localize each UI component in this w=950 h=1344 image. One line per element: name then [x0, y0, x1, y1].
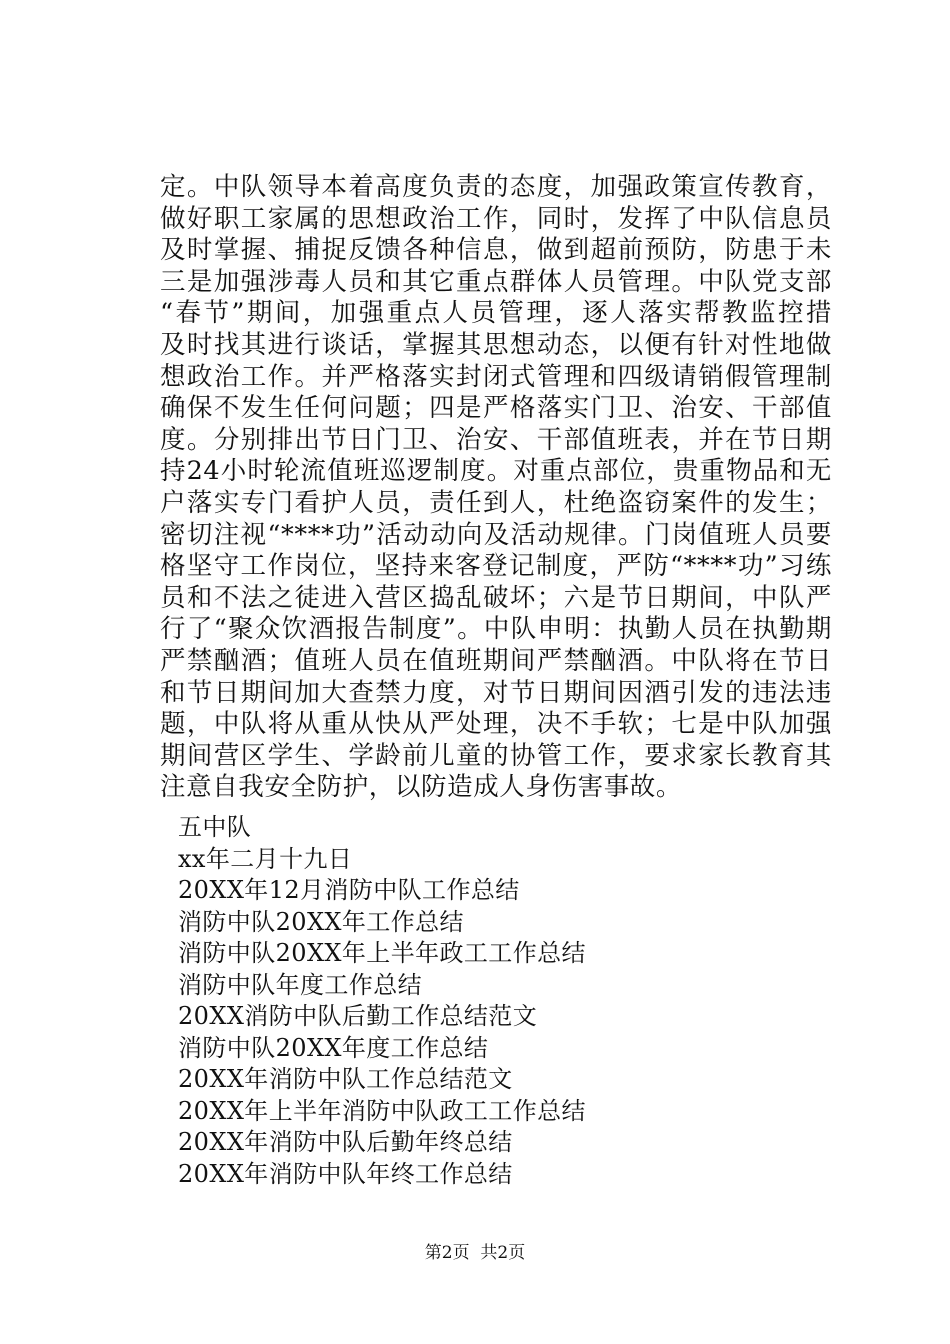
related-article-link[interactable]: 20XX年消防中队后勤年终总结	[178, 1128, 513, 1156]
paragraph-line: 定。中队领导本着高度负责的态度，加强政策宣传教育，	[160, 172, 832, 202]
body-paragraph	[160, 172, 832, 804]
related-article-link[interactable]: 消防中队年度工作总结	[178, 970, 422, 999]
paragraph-line: 及时掌握、捕捉反馈各种信息，做到超前预防，防患于未	[160, 235, 832, 266]
paragraph-line: 想政治工作。并严格落实封闭式管理和四级请销假管理制	[160, 361, 832, 392]
related-article-link[interactable]: 消防中队20XX年上半年政工工作总结	[178, 939, 586, 967]
paragraph-line: 行了“聚众饮酒报告制度”。中队申明：执勤人员在执勤期	[160, 614, 832, 645]
paragraph-line: 格坚守工作岗位，坚持来客登记制度，严防“****功”习练	[160, 551, 832, 582]
date-line: xx年二月十九日	[178, 844, 353, 873]
paragraph-line: 确保不发生任何问题；四是严格落实门卫、治安、干部值	[160, 393, 832, 424]
related-article-link[interactable]: 20XX年消防中队工作总结范文	[178, 1065, 513, 1093]
paragraph-line: 期间营区学生、学龄前儿童的协管工作，要求家长教育其	[160, 740, 832, 771]
paragraph-line: 员和不法之徒进入营区捣乱破坏；六是节日期间，中队严	[160, 582, 832, 613]
paragraph-line: 户落实专门看护人员，责任到人，杜绝盗窃案件的发生；	[160, 487, 832, 518]
related-article-link[interactable]: 20XX年消防中队年终工作总结	[178, 1159, 513, 1188]
paragraph-line-last: 注意自我安全防护，以防造成人身伤害事故。	[160, 772, 683, 803]
related-article-link[interactable]: 消防中队20XX年工作总结	[178, 907, 464, 936]
paragraph-line: 度。分别排出节日门卫、治安、干部值班表，并在节日期	[160, 424, 832, 455]
related-article-link[interactable]: 20XX年12月消防中队工作总结	[178, 876, 520, 904]
page-footer	[0, 1241, 950, 1265]
paragraph-line: 和节日期间加大查禁力度，对节日期间因酒引发的违法违	[160, 677, 832, 708]
page-number: 第2页	[424, 1243, 470, 1263]
paragraph-line: 三是加强涉毒人员和其它重点群体人员管理。中队党支部	[160, 266, 832, 297]
paragraph-line: 及时找其进行谈话，掌握其思想动态，以便有针对性地做	[160, 329, 832, 360]
closing-and-related-list	[178, 812, 818, 1190]
paragraph-line: 题，中队将从重从快从严处理，决不手软；七是中队加强	[160, 709, 832, 740]
paragraph-line: 做好职工家属的思想政治工作，同时，发挥了中队信息员	[160, 203, 832, 234]
paragraph-line: 严禁酗酒；值班人员在值班期间严禁酗酒。中队将在节日	[160, 645, 832, 676]
paragraph-line: 持24小时轮流值班巡逻制度。对重点部位，贵重物品和无	[160, 456, 832, 487]
related-article-link[interactable]: 20XX年上半年消防中队政工工作总结	[178, 1096, 586, 1125]
paragraph-line: 密切注视“****功”活动动向及活动规律。门岗值班人员要	[160, 519, 832, 550]
signature: 五中队	[178, 813, 252, 841]
page-total: 共2页	[480, 1243, 526, 1263]
related-article-link[interactable]: 消防中队20XX年度工作总结	[178, 1033, 489, 1062]
related-article-link[interactable]: 20XX消防中队后勤工作总结范文	[178, 1002, 538, 1030]
paragraph-line: “春节”期间，加强重点人员管理，逐人落实帮教监控措	[160, 298, 832, 329]
